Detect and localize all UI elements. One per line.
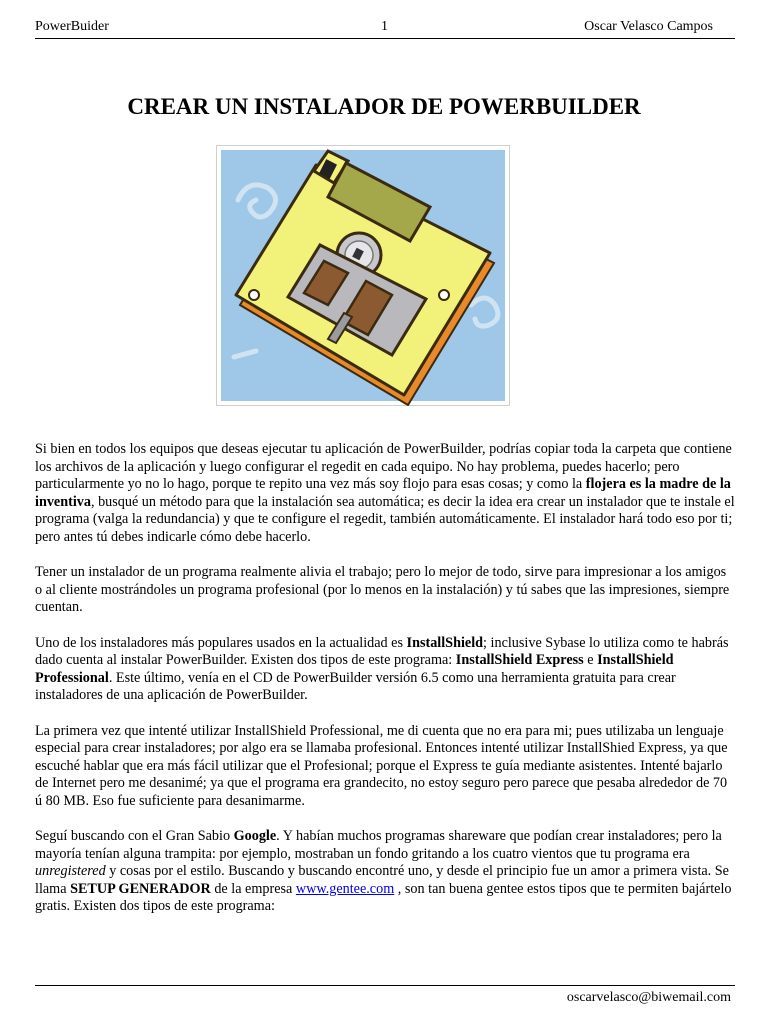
- text-run: de la empresa: [210, 880, 296, 897]
- bold-text: InstallShield Express: [455, 652, 584, 669]
- text-run: e: [583, 652, 598, 669]
- text-run: y cosas por el estilo. Buscando y buscando encontré uno, y desde el principio fue un amor a primera vista. Se llama: [35, 863, 729, 897]
- bold-text: InstallShield Professional: [35, 652, 674, 686]
- text-run: La primera vez que intenté utilizar InstallShield Professional, me di cuenta que no era para mi; pues utilizaba un lenguaje especial para crear instaladores; por algo era se llamaba profesional. Entonces intenté utilizar InstallShied Express, ya que escuché hablar que era más fácil utilizar que el Profesional; porque el Express te guía mediante asistentes. Intenté bajarlo de Internet pero me desanimé; ya que el programa era grandecito, no estoy seguro pero parece que pesaba alrededor de 70 ú 80 MB. Eso fue suficiente para desanimarme.: [35, 722, 728, 809]
- text-run: . Y habían muchos programas shareware que podían crear instaladores; pero la mayoría tenían alguna trampita: por ejemplo, mostraban un fondo gritando a los cuatro vientos que tu programa era: [35, 828, 722, 862]
- document-title: CREAR UN INSTALADOR DE POWERBUILDER: [127, 94, 641, 119]
- paragraph-4: [35, 723, 735, 811]
- text-run: ; inclusive Sybase lo utiliza como te habrás dado cuenta al instalar PowerBuilder. Existen dos tipos de este programa:: [35, 634, 729, 669]
- text-run: Si bien en todos los equipos que deseas ejecutar tu aplicación de PowerBuilder, podrías copiar toda la carpeta que contiene los archivos de la aplicación y luego configurar el regedit en cada equipo. No hay problema, puedes hacerlo; pero particularmente yo no lo hago, porque te repito una vez más soy flojo para esas cosas; y como la: [35, 441, 732, 493]
- footer-email: oscarvelasco@biwemail.com: [566, 990, 731, 1005]
- paragraph-5: [35, 828, 735, 916]
- bold-text: InstallShield: [406, 634, 484, 651]
- bold-text: flojera es la madre de la inventiva: [35, 476, 731, 510]
- page-footer: [35, 985, 735, 1005]
- gentee-link[interactable]: www.gentee.com: [295, 880, 395, 897]
- paragraph-3: [35, 635, 735, 705]
- header-author: Oscar Velasco Campos: [584, 19, 713, 34]
- text-run: Seguí buscando con el Gran Sabio: [35, 828, 234, 845]
- bold-text: Google: [233, 828, 277, 845]
- bold-text: SETUP GENERADOR: [70, 880, 211, 897]
- page-header: [35, 18, 735, 39]
- body-text: [35, 441, 735, 934]
- italic-text: unregistered: [35, 863, 106, 880]
- text-run: Uno de los instaladores más populares usados en la actualidad es: [35, 634, 407, 651]
- text-run: , busqué un método para que la instalación sea automática; es decir la idea era crear un instalador que te instale el programa (valga la redundancia) y que te configure el regedit, también automáticamente. El instalador hará todo eso por ti; pero antes tú debes indicarle cómo debe hacerlo.: [35, 493, 735, 545]
- header-page-number: 1: [381, 19, 388, 34]
- header-doc-name: PowerBuider: [35, 19, 109, 34]
- text-run: Tener un instalador de un programa realmente alivia el trabajo; pero lo mejor de todo, sirve para impresionar a los amigos o al cliente mostrándoles un programa profesional (por lo menos en la instalación) y tú sabes que las impresiones, siempre cuentan.: [35, 564, 730, 616]
- floppy-disk-icon: [216, 145, 510, 406]
- text-run: . Este último, venía en el CD de PowerBuilder versión 6.5 como una herramienta gratuita para crear instaladores de una aplicación de PowerBuilder.: [35, 669, 676, 704]
- text-run: , son tan buena gentee estos tipos que te permiten bajártelo gratis. Existen dos tipos de este programa:: [35, 880, 732, 915]
- paragraph-1: [35, 441, 735, 547]
- paragraph-2: [35, 564, 735, 617]
